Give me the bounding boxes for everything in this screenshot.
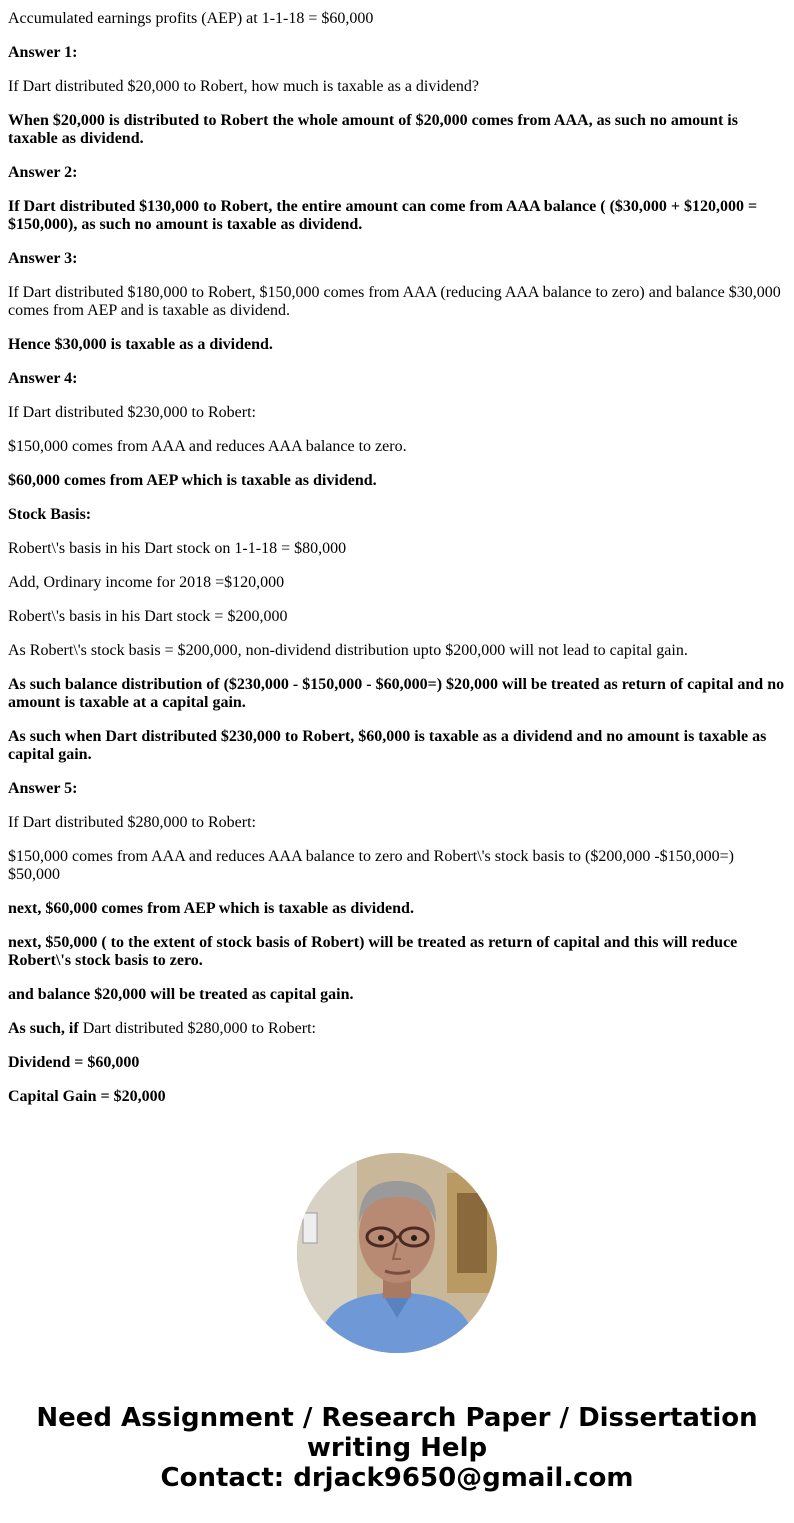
paragraph (8, 112, 788, 148)
paragraph (8, 78, 788, 96)
paragraph (8, 780, 788, 798)
paragraph (8, 900, 788, 918)
paragraph (8, 336, 788, 354)
paragraph-text: Dividend = $60,000 (8, 1054, 140, 1071)
paragraph (8, 934, 788, 970)
paragraph-text: Answer 5: (8, 780, 78, 797)
paragraph-text: Capital Gain = $20,000 (8, 1088, 166, 1105)
paragraph-text: next, $50,000 ( to the extent of stock basis of Robert) will be treated as return of capital and this will reduce Robert\'s stock basis to zero. (8, 934, 738, 969)
paragraph (8, 540, 788, 558)
paragraph-text: Answer 1: (8, 44, 78, 61)
paragraph-text: As such balance distribution of ($230,000 - $150,000 - $60,000=) $20,000 will be treated as return of capital and no amount is taxable at a capital gain. (8, 676, 785, 711)
paragraph (8, 404, 788, 422)
paragraph-text: and balance $20,000 will be treated as capital gain. (8, 986, 354, 1003)
person-photo-icon (297, 1153, 497, 1353)
paragraph-text: If Dart distributed $280,000 to Robert: (8, 814, 256, 831)
paragraph-text: If Dart distributed $130,000 to Robert, the entire amount can come from AAA balance ( ($30,000 + $120,000 = $150,000), as such no amount is taxable as dividend. (8, 198, 758, 233)
paragraph-lead: As such, if (8, 1020, 79, 1037)
paragraph-text: If Dart distributed $20,000 to Robert, how much is taxable as a dividend? (8, 78, 480, 95)
paragraph-text: $150,000 comes from AAA and reduces AAA balance to zero and Robert\'s stock basis to ($200,000 -$150,000=) $50,000 (8, 848, 734, 883)
paragraph-text: Hence $30,000 is taxable as a dividend. (8, 336, 273, 353)
paragraph (8, 1054, 788, 1072)
paragraph (8, 10, 788, 28)
paragraph (8, 438, 788, 456)
paragraph-text: If Dart distributed $180,000 to Robert, $150,000 comes from AAA (reducing AAA balance to zero) and balance $30,000 comes from AEP and is taxable as dividend. (8, 284, 781, 319)
paragraph-text: Stock Basis: (8, 506, 92, 523)
paragraph (8, 198, 788, 234)
paragraph (8, 250, 788, 268)
promo-line-1: Need Assignment / Research Paper / Dissertation (36, 1403, 758, 1433)
paragraph-text: If Dart distributed $230,000 to Robert: (8, 404, 256, 421)
author-photo (297, 1153, 497, 1353)
paragraph (8, 986, 788, 1004)
paragraph-text: As such when Dart distributed $230,000 to Robert, $60,000 is taxable as a dividend and no amount is taxable as capital gain. (8, 728, 767, 763)
paragraph (8, 676, 788, 712)
paragraph (8, 370, 788, 388)
paragraph-text: Robert\'s basis in his Dart stock = $200,000 (8, 608, 288, 625)
paragraph-text: $150,000 comes from AAA and reduces AAA balance to zero. (8, 438, 407, 455)
paragraph (8, 284, 788, 320)
paragraph (8, 642, 788, 660)
paragraph-text: Answer 2: (8, 164, 78, 181)
paragraph-text: Dart distributed $280,000 to Robert: (78, 1020, 316, 1037)
paragraph (8, 814, 788, 832)
paragraph (8, 728, 788, 764)
paragraph (8, 1088, 788, 1106)
promo-contact: Contact: drjack9650@gmail.com (160, 1463, 634, 1493)
paragraph-text: $60,000 comes from AEP which is taxable as dividend. (8, 472, 377, 489)
paragraph (8, 608, 788, 626)
paragraph-text: Answer 3: (8, 250, 78, 267)
promo-banner (0, 1403, 794, 1493)
paragraph (8, 1020, 788, 1038)
paragraph-text: Accumulated earnings profits (AEP) at 1-1-18 = $60,000 (8, 10, 374, 27)
paragraph-text: When $20,000 is distributed to Robert the whole amount of $20,000 comes from AAA, as such no amount is taxable as dividend. (8, 112, 738, 147)
paragraph (8, 164, 788, 182)
paragraph-text: Answer 4: (8, 370, 78, 387)
paragraph-text: Robert\'s basis in his Dart stock on 1-1-18 = $80,000 (8, 540, 347, 557)
paragraph (8, 472, 788, 490)
paragraph (8, 848, 788, 884)
paragraph-text: As Robert\'s stock basis = $200,000, non-dividend distribution upto $200,000 will not lead to capital gain. (8, 642, 688, 659)
paragraph (8, 44, 788, 62)
paragraph (8, 506, 788, 524)
promo-line-2: writing Help (306, 1433, 488, 1463)
paragraph (8, 574, 788, 592)
paragraph-text: Add, Ordinary income for 2018 =$120,000 (8, 574, 285, 591)
paragraph-text: next, $60,000 comes from AEP which is taxable as dividend. (8, 900, 414, 917)
answer-document (8, 10, 788, 1122)
